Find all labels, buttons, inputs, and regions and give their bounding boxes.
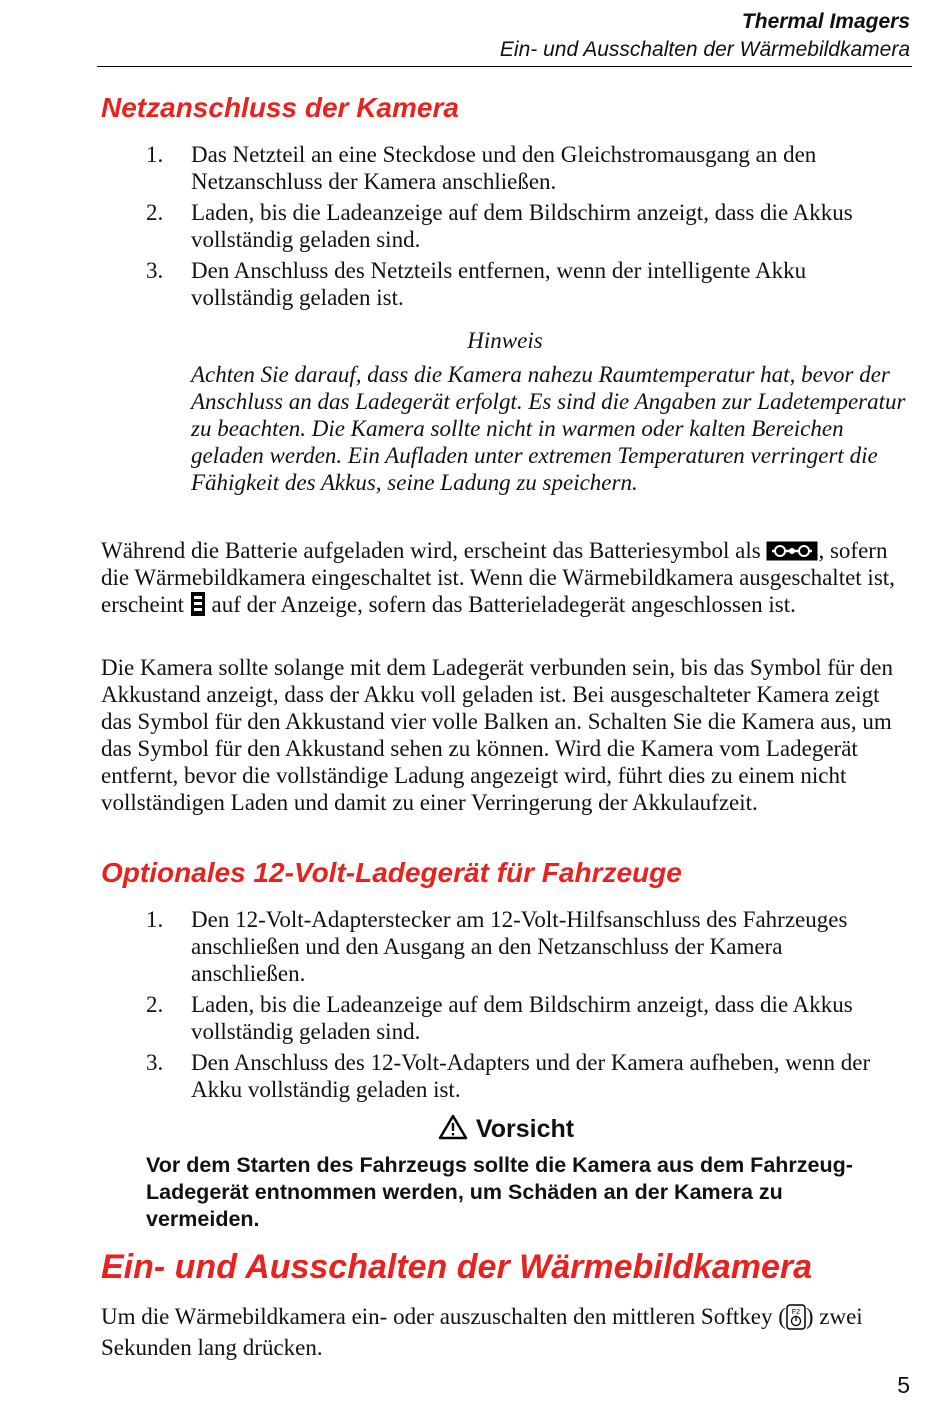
paragraph-power-softkey: [101, 1301, 911, 1363]
caution-heading: [146, 1114, 866, 1144]
paragraph-battery-symbol: [101, 537, 911, 618]
step-text: Den 12-Volt-Adapterstecker am 12-Volt-Hilfsanschluss des Fahrzeuges anschließen und den Ausgang an den Netzanschluss der Kamera anschließen.: [191, 907, 848, 986]
list-item: [101, 199, 901, 253]
note-title: Hinweis: [467, 328, 543, 353]
step-text: Den Anschluss des Netzteils entfernen, wenn der intelligente Akku vollständig geladen ist.: [191, 258, 807, 310]
paragraph-text: Während die Batterie aufgeladen wird, erscheint das Batteriesymbol als: [101, 538, 767, 563]
step-number: 3.: [146, 1050, 164, 1075]
step-text: Das Netzteil an eine Steckdose und den Gleichstromausgang an den Netzanschluss der Kamera anschließen.: [191, 142, 817, 194]
steps-list-12volt: [101, 906, 901, 1107]
battery-charger-icon: [190, 591, 206, 617]
paragraph-text: auf der Anzeige, sofern das Batterieladegerät angeschlossen ist.: [205, 592, 796, 617]
svg-text:F2: F2: [791, 1309, 800, 1316]
paragraph-text: Um die Wärmebildkamera ein- oder auszuschalten den mittleren Softkey (: [101, 1304, 786, 1329]
list-item: [101, 257, 901, 311]
softkey-power-icon: [786, 1304, 806, 1330]
step-text: Den Anschluss des 12-Volt-Adapters und der Kamera aufheben, wenn der Akku vollständig geladen ist.: [191, 1050, 871, 1102]
note-text: Achten Sie darauf, dass die Kamera nahezu Raumtemperatur hat, bevor der Anschluss an das Ladegerät erfolgt. Es sind die Angaben zur Ladetemperatur zu beachten. Die Kamera sollte nicht in warmen oder kalten Bereichen geladen werden. Ein Aufladen unter extremen Temperaturen verringert die Fähigkeit des Akkus, seine Ladung zu speichern.: [191, 362, 906, 495]
section-heading-ein-ausschalten: Ein- und Ausschalten der Wärmebildkamera: [101, 1248, 813, 1286]
step-number: 2.: [146, 992, 164, 1017]
steps-list-netzanschluss: [101, 141, 901, 315]
caution-title: Vorsicht: [475, 1115, 575, 1143]
paragraph-text: , sofern die Wärmebildkamera eingeschaltet ist. Wenn die Wärmebildkamera ausgeschaltet ist, erscheint: [101, 538, 895, 617]
running-header-title: Thermal Imagers: [741, 10, 910, 33]
page-number: 5: [897, 1372, 910, 1398]
header-rule: [97, 66, 912, 67]
list-item: [101, 991, 901, 1045]
warning-triangle-icon: [438, 1114, 468, 1140]
running-header-subtitle: Ein- und Ausschalten der Wärmebildkamera: [499, 38, 910, 61]
step-text: Laden, bis die Ladeanzeige auf dem Bildschirm anzeigt, dass die Akkus vollständig geladen sind.: [191, 200, 853, 252]
paragraph-charging-duration: Die Kamera sollte solange mit dem Ladegerät verbunden sein, bis das Symbol für den Akkustand anzeigt, dass der Akku voll geladen ist. Bei ausgeschalteter Kamera zeigt das Symbol für den Akkustand vier volle Balken an. Schalten Sie die Kamera aus, um das Symbol für den Akkustand sehen zu können. Wird die Kamera vom Ladegerät entfernt, bevor die vollständige Ladung angezeigt wird, führt dies zu einem nicht vollständigen Laden und damit zu einer Verringerung der Akkulaufzeit.: [101, 655, 894, 815]
step-number: 1.: [146, 907, 164, 932]
list-item: [101, 1049, 901, 1103]
section-heading-netzanschluss: Netzanschluss der Kamera: [101, 92, 459, 123]
step-number: 1.: [146, 142, 164, 167]
list-item: [101, 906, 901, 987]
step-number: 3.: [146, 258, 164, 283]
section-heading-12volt: Optionales 12-Volt-Ladegerät für Fahrzeuge: [101, 857, 682, 888]
step-text: Laden, bis die Ladeanzeige auf dem Bildschirm anzeigt, dass die Akkus vollständig geladen sind.: [191, 992, 853, 1044]
battery-charging-icon: [766, 540, 818, 560]
caution-text: Vor dem Starten des Fahrzeugs sollte die Kamera aus dem Fahrzeug-Ladegerät entnommen werden, um Schäden an der Kamera zu vermeiden.: [146, 1153, 853, 1231]
list-item: [101, 141, 901, 195]
paragraph-text: ) zwei Sekunden lang drücken.: [101, 1304, 863, 1360]
step-number: 2.: [146, 200, 164, 225]
